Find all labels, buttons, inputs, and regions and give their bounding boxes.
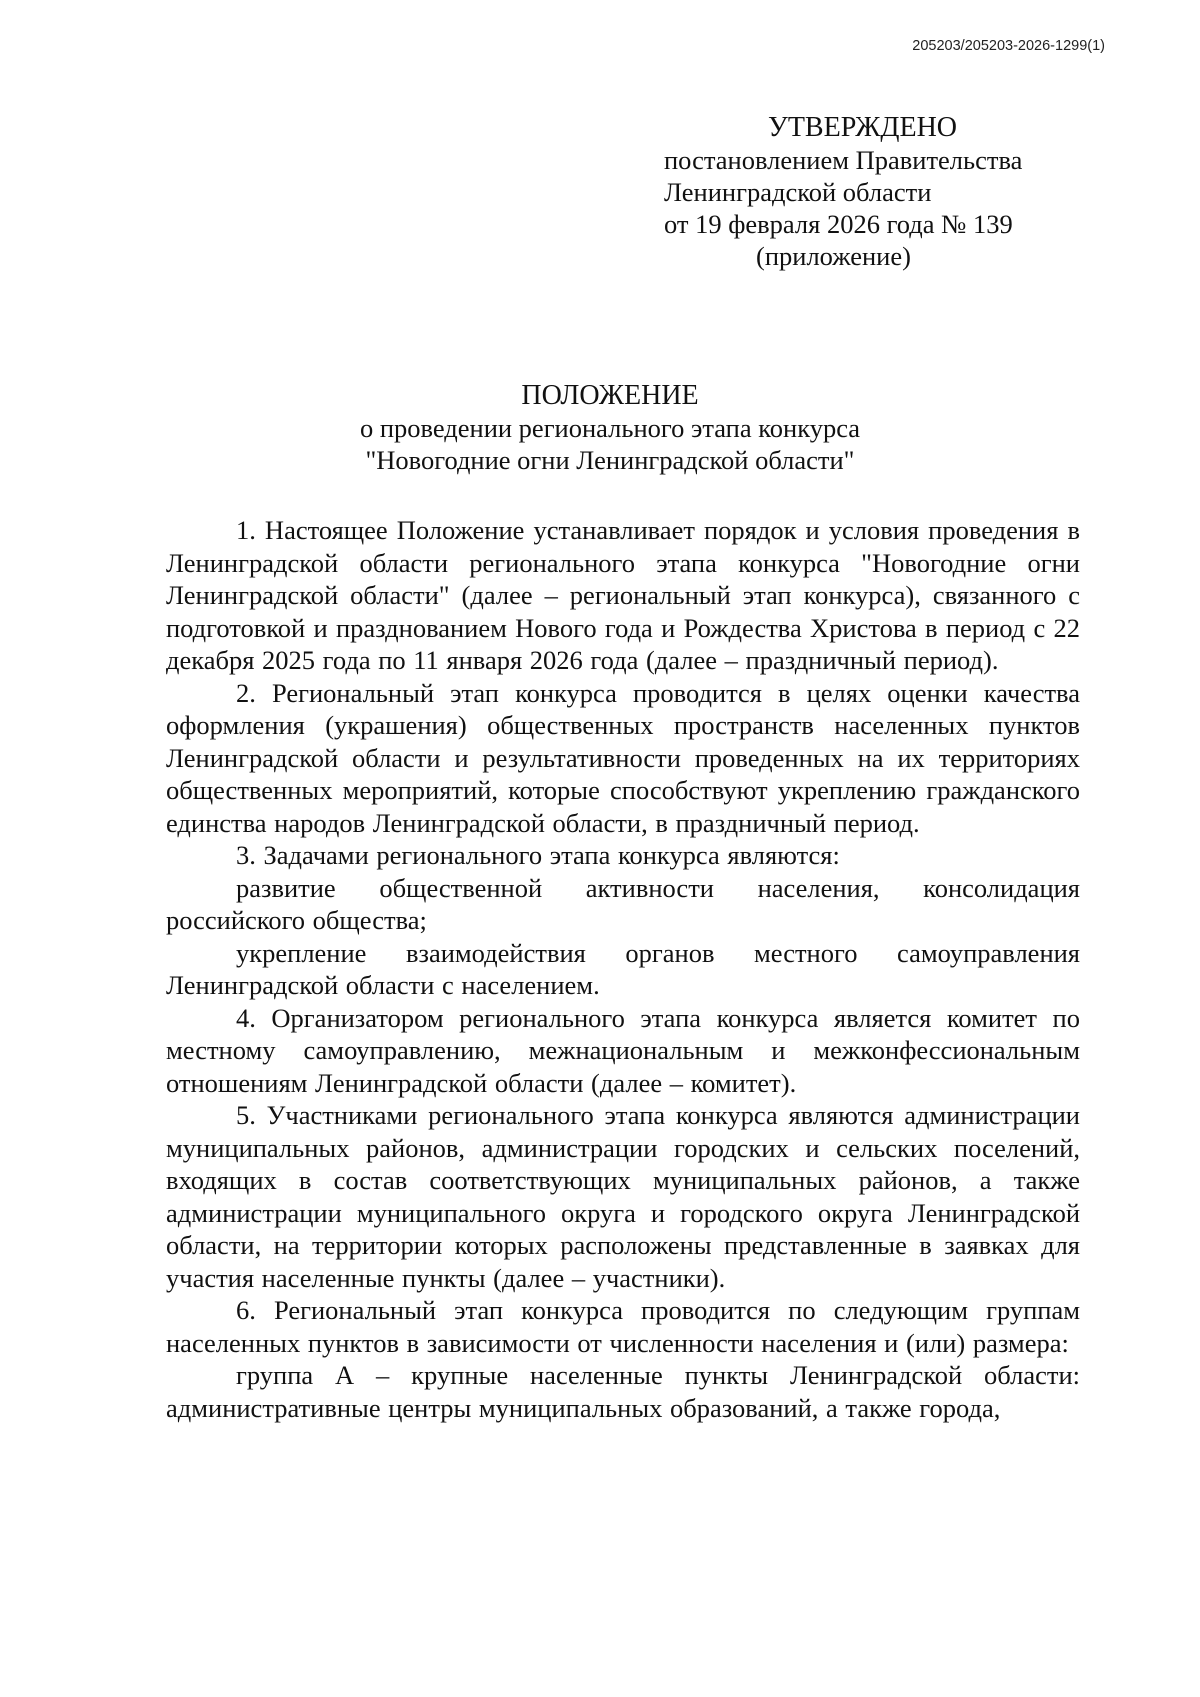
paragraph-3-task-1: развитие общественной активности населения, консолидация российского общества;	[166, 872, 1080, 935]
approval-line-date: от 19 февраля 2026 года № 139	[664, 209, 1013, 239]
document-subtitle-line2: "Новогодние огни Ленинградской области"	[365, 445, 855, 475]
approval-title: УТВЕРЖДЕНО	[768, 112, 958, 143]
paragraph-3: 3. Задачами регионального этапа конкурса являются:	[236, 840, 840, 870]
document-subtitle-line1: о проведении регионального этапа конкурса	[359, 413, 861, 443]
paragraph-6-group-a: группа А – крупные населенные пункты Ленинградской области: административные центры муниципальных образований, а также города,	[166, 1360, 1080, 1423]
paragraph-2: 2. Региональный этап конкурса проводится в целях оценки качества оформления (украшения) общественных пространств населенных пунктов Ленинградской области и результативности проведенных на их территориях общественных мероприятий, которые способствуют укреплению гражданского единства народов Ленинградской области, в праздничный период.	[166, 677, 1080, 838]
document-heading	[0, 380, 1200, 476]
document-title: ПОЛОЖЕНИЕ	[521, 380, 699, 411]
approval-line-region: Ленинградской области	[664, 177, 932, 207]
approval-stamp	[664, 112, 1064, 272]
paragraph-1: 1. Настоящее Положение устанавливает порядок и условия проведения в Ленинградской области регионального этапа конкурса "Новогодние огни Ленинградской области" (далее – региональный этап конкурса), связанного с подготовкой и празднованием Нового года и Рождества Христова в период с 22 декабря 2025 года по 11 января 2026 года (далее – праздничный период).	[166, 515, 1080, 675]
paragraph-3-task-2: укрепление взаимодействия органов местного самоуправления Ленинградской области с населением.	[166, 937, 1080, 1000]
paragraph-5: 5. Участниками регионального этапа конкурса являются администрации муниципальных районов, администрации городских и сельских поселений, входящих в состав соответствующих муниципальных районов, а также администрации муниципального округа и городского округа Ленинградской области, на территории которых расположены представленные в заявках для участия населенные пункты (далее – участники).	[166, 1100, 1080, 1293]
document-registration-number: 205203/205203-2026-1299(1)	[912, 38, 1105, 54]
paragraph-6: 6. Региональный этап конкурса проводится по следующим группам населенных пунктов в зависимости от численности населения и (или) размера:	[166, 1295, 1080, 1358]
approval-line-resolution: постановлением Правительства	[664, 145, 1023, 175]
approval-note: (приложение)	[756, 241, 911, 271]
paragraph-4: 4. Организатором регионального этапа конкурса является комитет по местному самоуправлению, межнациональным и межконфессиональным отношениям Ленинградской области (далее – комитет).	[166, 1002, 1080, 1098]
document-body	[166, 514, 1080, 1424]
